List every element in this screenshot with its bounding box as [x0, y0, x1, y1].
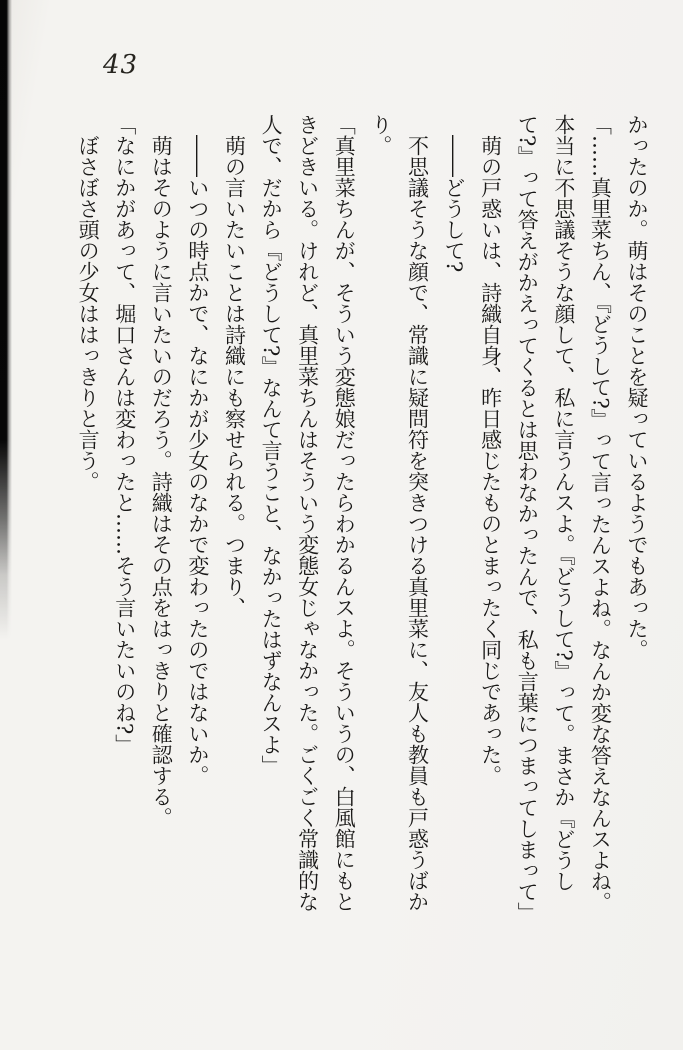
text-column: 人で、だから『どうして?』なんて言うこと、なかったはずなんスよ」 — [259, 114, 284, 777]
text-columns — [70, 114, 656, 946]
page-number: 43 — [103, 50, 139, 80]
text-column: り。 — [368, 114, 393, 156]
text-column: 不思議そうな顔で、常識に疑問符を突きつける真里菜に、友人も教員も戸惑うばか — [405, 135, 430, 912]
text-column: 萌の言いたいことは詩織にも察せられる。つまり、 — [222, 135, 247, 618]
text-column: ――いつの時点かで、なにかが少女のなかで変わったのではないか。 — [185, 135, 210, 786]
text-column: 本当に不思議そうな顔して、私に言うんスよ。『どうして?』って。まさか『どうし — [551, 114, 576, 892]
text-column: 萌はそのように言いたいのだろう。詩織はその点をはっきりと確認する。 — [149, 135, 174, 828]
text-column: 「真里菜ちんが、そういう変態娘だったらわかるんスよ。そういうの、白風館にもと — [332, 114, 357, 912]
book-spine-shadow — [0, 0, 12, 640]
text-column: 「……真里菜ちん、『どうして?』って言ったんスよね。なんか変な答えなんスよね。 — [588, 114, 613, 913]
text-column: かったのか。萌はそのことを疑っているようでもあった。 — [625, 114, 649, 660]
text-column: きどきいる。けれど、真里菜ちんはそういう変態女じゃなかった。ごくごく常識的な — [295, 114, 320, 912]
text-column: 「なにかがあって、堀口さんは変わったと……そう言いたいのね?」 — [112, 114, 137, 756]
text-column: 萌の戸惑いは、詩織自身、昨日感じたものとまったく同じであった。 — [478, 135, 503, 786]
text-column: ――どうして? — [442, 135, 467, 273]
text-column: て?』って答えがかえってくるとは思わなかったんで、私も言葉につまってしまって」 — [515, 114, 540, 924]
text-column: ぼさぼさ頭の少女ははっきりと言う。 — [76, 135, 101, 492]
